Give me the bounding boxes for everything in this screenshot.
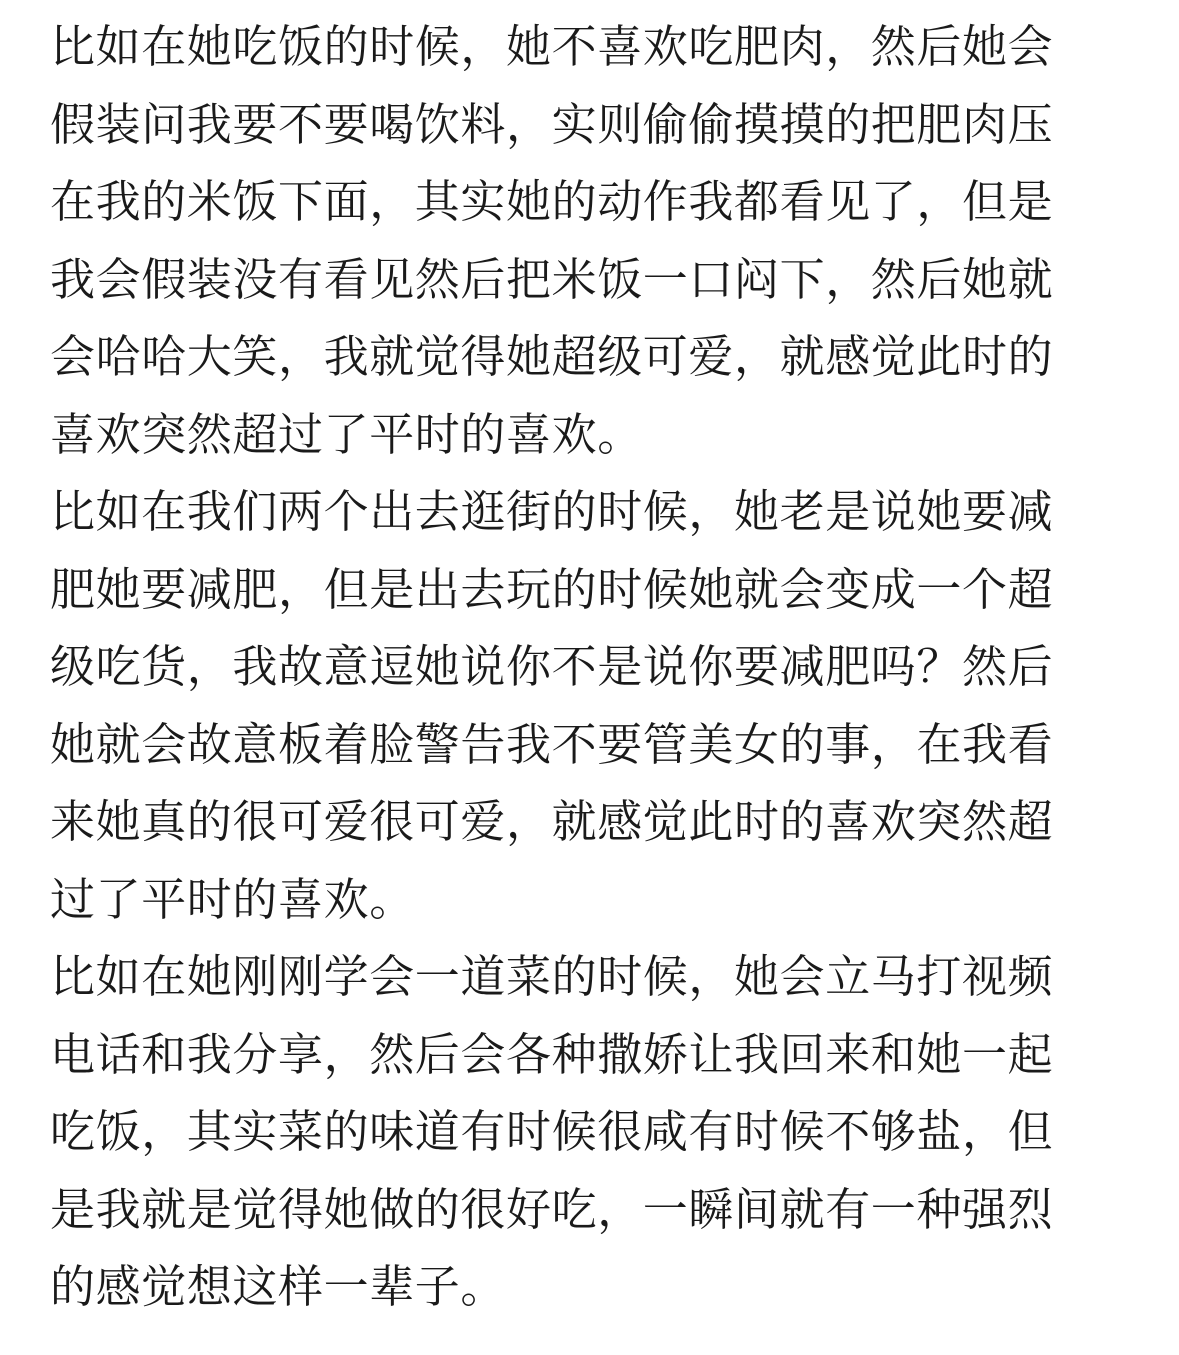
text-line: 的感觉想这样一辈子。 — [50, 1260, 507, 1313]
text-line: 比如在她吃饭的时候，她不喜欢吃肥肉，然后她会 — [50, 20, 1054, 73]
text-line: 电话和我分享，然后会各种撒娇让我回来和她一起 — [50, 1027, 1054, 1081]
paragraph-3 — [50, 938, 1140, 1326]
text-line: 比如在她刚刚学会一道菜的时候，她会立马打视频 — [50, 950, 1054, 1003]
text-line: 比如在我们两个出去逛街的时候，她老是说她要减 — [50, 485, 1054, 538]
text-line: 级吃货，我故意逗她说你不是说你要减肥吗？然后 — [50, 640, 1054, 693]
text-line: 假装问我要不要喝饮料，实则偷偷摸摸的把肥肉压 — [50, 97, 1054, 151]
text-line: 在我的米饭下面，其实她的动作我都看见了，但是 — [50, 175, 1054, 228]
text-line: 我会假装没有看见然后把米饭一口闷下，然后她就 — [50, 252, 1054, 306]
text-line: 她就会故意板着脸警告我不要管美女的事，在我看 — [50, 717, 1054, 771]
text-line: 喜欢突然超过了平时的喜欢。 — [50, 407, 643, 461]
text-line: 吃饭，其实菜的味道有时候很咸有时候不够盐，但 — [50, 1105, 1054, 1158]
text-line: 是我就是觉得她做的很好吃，一瞬间就有一种强烈 — [50, 1182, 1054, 1236]
post-body — [50, 8, 1140, 1326]
text-line: 会哈哈大笑，我就觉得她超级可爱，就感觉此时的 — [50, 330, 1054, 383]
text-line: 肥她要减肥，但是出去玩的时候她就会变成一个超 — [50, 562, 1054, 616]
paragraph-1 — [50, 8, 1140, 473]
paragraph-2 — [50, 473, 1140, 938]
text-line: 过了平时的喜欢。 — [50, 872, 415, 926]
text-line: 来她真的很可爱很可爱，就感觉此时的喜欢突然超 — [50, 795, 1054, 848]
